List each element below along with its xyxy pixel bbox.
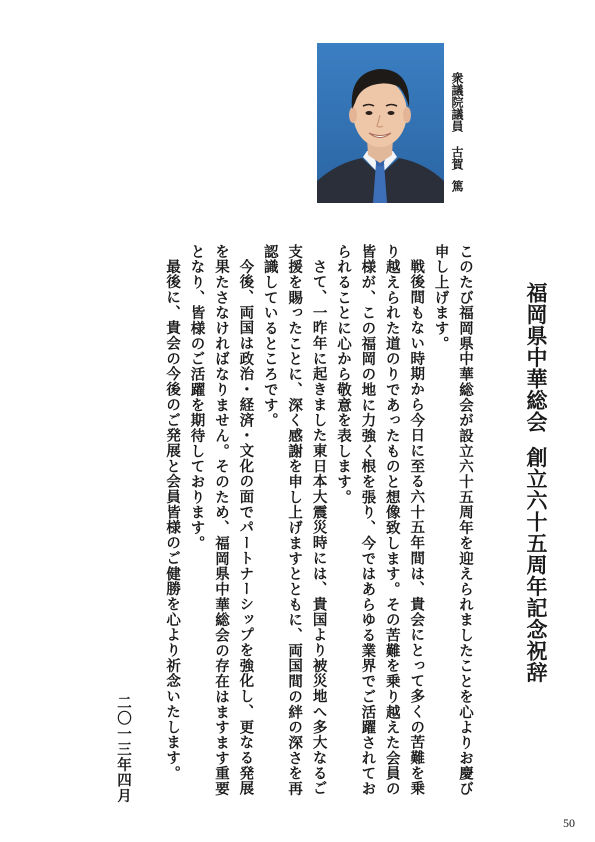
paragraph-4: 今後、両国は政治・経済・文化の面でパートナーシップを強化し、更なる発展を果たさなければなりません。そのため、福岡県中華総会の存在はますます重要となり、皆様のご活躍を期待しております。 [188,244,254,797]
portrait-illustration [317,43,444,203]
speaker-caption [448,72,466,192]
paragraph-2: 戦後間もない時期から今日に至る六十五年間は、貴会にとって多くの苦難を乗り越えられた道のりであったものと想像致します。その苦難を乗り越えた会員の皆様が、この福岡の地に力強く根を張り、今ではあらゆる業界でご活躍されておられることに心から敬意を表します。 [334,244,425,797]
speaker-position: 衆議院議員 [450,72,464,132]
date-line: 二〇一三年四月 [115,695,131,804]
paragraph-3: さて、一昨年に起きました東日本大震災時には、貴国より被災地へ多大なるご支援を賜ったことに、深く感謝を申し上げますとともに、両国間の絆の深さを再認識しているところです。 [261,244,327,797]
page-title [521,282,551,683]
title-occasion: 創立六十五周年記念祝辞 [524,446,548,683]
speaker-given-name: 篤 [450,180,464,192]
message-body [157,244,477,809]
speaker-surname: 古賀 [450,146,464,170]
portrait-photo [317,43,444,203]
paragraph-5: 最後に、貴会の今後のご発展と会員皆様のご健勝を心より祈念いたします。 [164,258,181,781]
page-number: 50 [563,816,575,830]
paragraph-1: このたび福岡県中華総会が設立六十五周年を迎えられましたことを心よりお慶び申し上げます。 [432,244,473,797]
title-organization: 福岡県中華総会 [524,282,548,433]
